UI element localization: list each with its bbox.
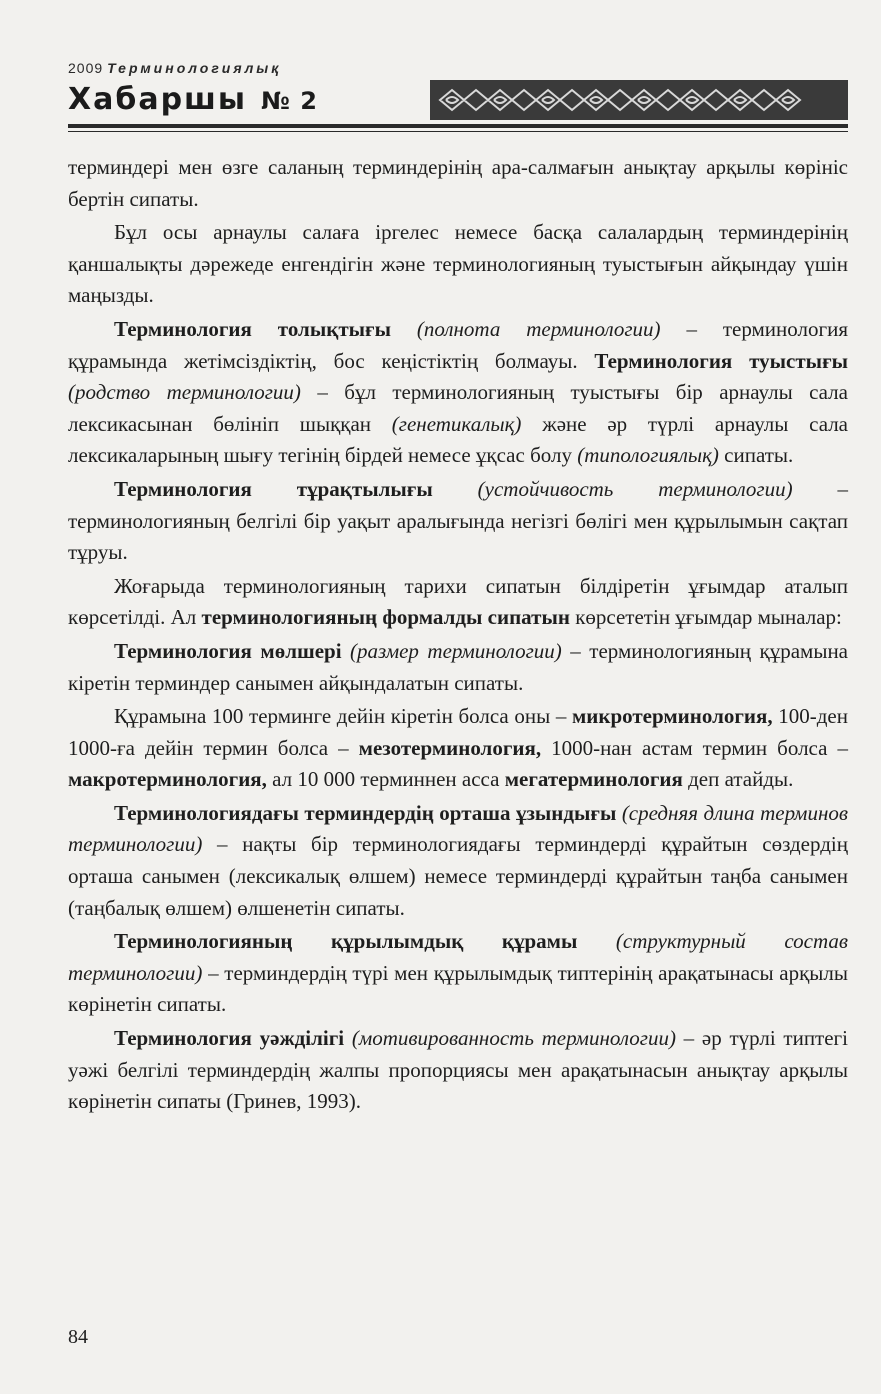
term-heading: Терминологиядағы терминдердің орташа ұзындығы <box>114 800 617 825</box>
body-text <box>68 152 848 1118</box>
term-heading: Терминология мөлшері <box>114 638 342 663</box>
paragraph-text: – нақты бір терминологиядағы терминдерді құрайтын сөздердің орташа санымен (лексикалық өлшем) немесе терминдерді құрайтын таңба санымен (таңбалық өлшем) өлшенетін сипаты. <box>68 832 848 920</box>
term-heading: Терминология уәжділігі <box>114 1026 345 1051</box>
paragraph <box>68 926 848 1021</box>
paragraph <box>68 217 848 312</box>
paragraph-text: және әр түрлі арнаулы сала лексикаларының шығу тегінің бірдей немесе ұқсас болу <box>68 411 848 468</box>
journal-name: Хабаршы <box>68 82 248 117</box>
paragraph <box>68 701 848 796</box>
paragraph-text: ал 10 000 терминнен асса <box>266 767 505 792</box>
paragraph-text: деп атайды. <box>682 767 794 792</box>
header-rule-thin <box>68 131 848 132</box>
paragraph-text: терминдері мен өзге саланың терминдерінің ара-салмағын анықтау арқылы көрініс бертін сипаты. <box>68 155 848 211</box>
term-translation: (полнота терминологии) <box>416 316 661 341</box>
paragraph-text: сипаты. <box>718 443 794 468</box>
header-rule-thick <box>68 124 848 128</box>
term-heading: микротерминология, <box>571 704 773 729</box>
journal-title <box>68 82 318 117</box>
term-heading: мегатерминология <box>504 767 683 792</box>
paragraph <box>68 152 848 215</box>
paragraph <box>68 314 848 472</box>
term-heading: мезотерминология, <box>358 735 542 760</box>
paragraph-text: – әр түрлі типтегі уәжі белгілі терминдердің жалпы пропорциясы мен арақатынасын анықтау арқылы көрінетін сипаты (Гринев, 1993). <box>68 1026 848 1114</box>
running-header <box>68 60 281 76</box>
ornament-pattern-icon <box>430 80 848 120</box>
paragraph-text: – терминологияның құрамына кіретін терминдер санымен айқындалатын сипаты. <box>68 638 848 695</box>
paragraph <box>68 571 848 634</box>
paragraph-text: 100-ден 1000-ға дейін термин болса – <box>68 704 848 760</box>
header-series: Терминологиялық <box>107 60 282 76</box>
paragraph-text: көрсететін ұғымдар мыналар: <box>569 605 842 630</box>
paragraph-text: Құрамына 100 терминге дейін кіретін болса оны – <box>114 704 572 729</box>
term-heading: Терминология туыстығы <box>594 348 849 373</box>
term-translation: (средняя длина терминов терминологии) <box>68 800 848 857</box>
paragraph <box>68 474 848 569</box>
term-translation: (устойчивость терминологии) <box>477 476 793 501</box>
header-ornament <box>430 80 848 120</box>
paragraph-text: 1000-нан астам термин болса – <box>541 735 848 760</box>
paragraph <box>68 636 848 699</box>
term-heading: терминологияның формалды сипатын <box>201 605 570 630</box>
term-heading: Терминологияның құрылымдық құрамы <box>114 929 578 954</box>
paragraph-text: – терминологияның белгілі бір уақыт аралығында негізгі бөлігі мен құрылымын сақтап тұруы. <box>68 476 849 565</box>
paragraph <box>68 798 848 924</box>
page-number: 84 <box>68 1326 88 1348</box>
paragraph-text: Бұл осы арнаулы салаға іргелес немесе басқа салалардың терминдерінің қаншалықты дәрежеде енгендігін және терминологияның туыстығын айқындау үшін маңызды. <box>68 220 848 308</box>
term-note: (типологиялық) <box>577 443 719 468</box>
paragraph-text: Жоғарыда терминологияның тарихи сипатын білдіретін ұғымдар аталып көрсетілді. Ал <box>68 573 848 630</box>
term-translation: (родство терминологии) <box>68 380 301 405</box>
paragraph-text: – терминдердің түрі мен құрылымдық типтерінің арақатынасы арқылы көрінетін сипаты. <box>68 960 848 1017</box>
paragraph <box>68 1023 848 1118</box>
paragraph-text: – терминология құрамында жетімсіздіктің, бос кеңістіктің болмауы. <box>68 316 848 373</box>
term-note: (генетикалық) <box>391 411 522 436</box>
issue-number: № 2 <box>261 87 318 115</box>
term-heading: Терминология тұрақтылығы <box>114 476 433 501</box>
term-heading: макротерминология, <box>68 767 267 792</box>
paragraph-text: – бұл терминологияның туыстығы бір арнаулы сала лексикасынан бөлініп шыққан <box>68 380 848 436</box>
term-translation: (структурный состав терминологии) <box>68 929 848 985</box>
term-translation: (мотивированность терминологии) <box>351 1026 676 1051</box>
term-translation: (размер терминологии) <box>350 638 562 663</box>
header-year: 2009 <box>68 60 104 76</box>
term-heading: Терминология толықтығы <box>114 316 391 341</box>
